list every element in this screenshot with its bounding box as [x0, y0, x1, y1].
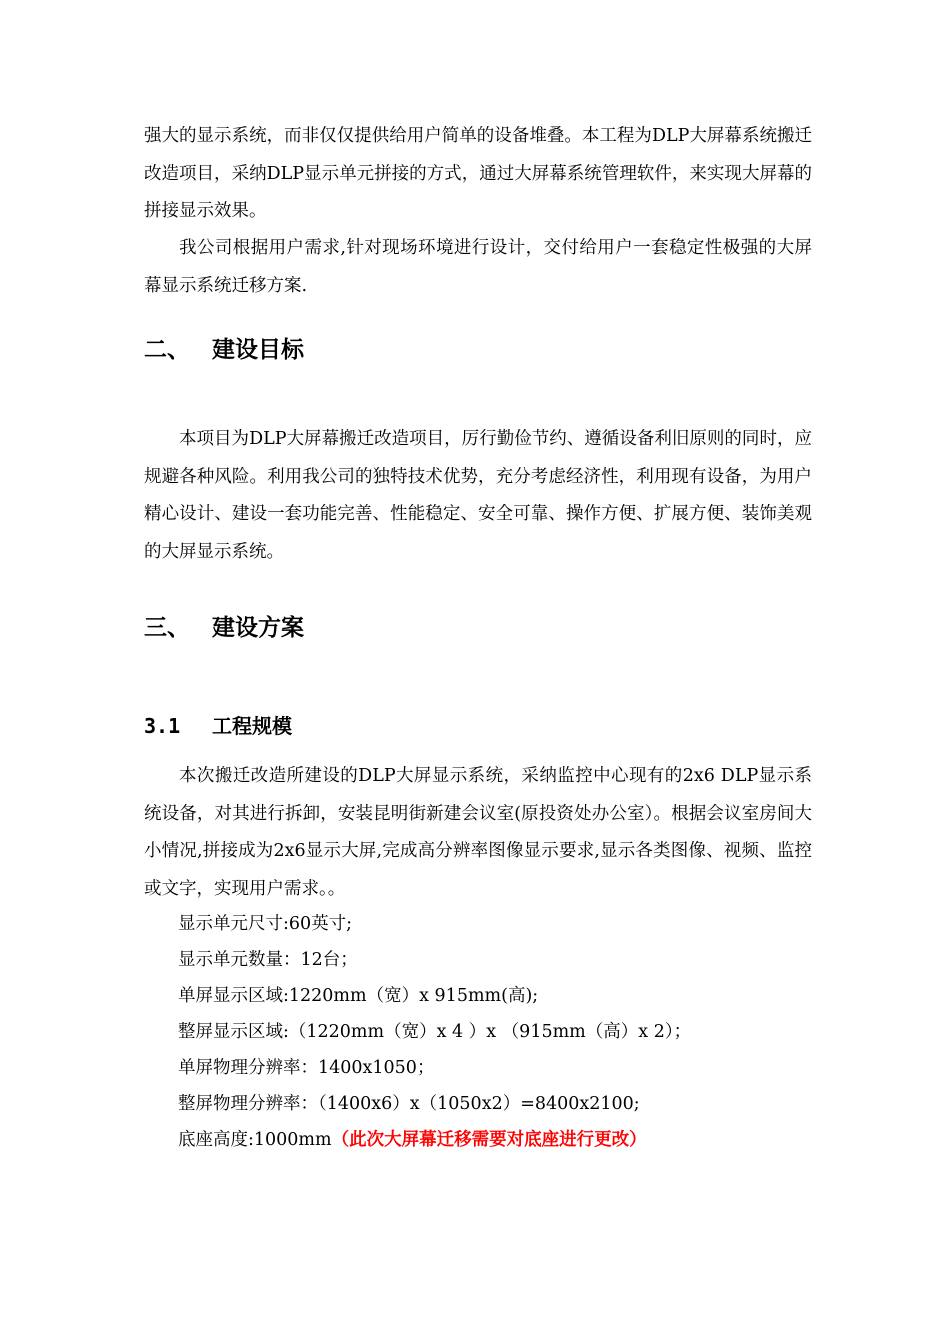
- section-3-number: 三、: [144, 615, 190, 641]
- section-2-number: 二、: [144, 337, 190, 363]
- spec-full-area: 整屏显示区域:（1220mm（宽）x 4 ）x （915mm（高）x 2）；: [178, 1022, 692, 1042]
- spec-single-area: 单屏显示区域:1220mm（宽）x 915mm(高);: [178, 986, 539, 1006]
- base-height-note: （此次大屏幕迁移需要对底座进行更改）: [331, 1130, 647, 1150]
- spec-unit-count: 显示单元数量：12台；: [178, 950, 358, 970]
- section-3-heading: [144, 612, 304, 644]
- base-height-label: 底座高度:1000mm: [178, 1130, 332, 1150]
- section-2-body: 本项目为DLP大屏幕搬迁改造项目，厉行勤俭节约、遵循设备利旧原则的同时，应规避各种风险。利用我公司的独特技术优势，充分考虑经济性，利用现有设备，为用户精心设计、建设一套功能完善、性能稳定、安全可靠、操作方便、扩展方便、装饰美观的大屏显示系统。: [144, 429, 812, 562]
- section-2-title: 建设目标: [212, 337, 304, 363]
- section-3-title: 建设方案: [212, 615, 304, 641]
- spec-full-resolution: 整屏物理分辨率：（1400x6）x（1050x2）=8400x2100;: [178, 1094, 640, 1114]
- section-3-1-body: 本次搬迁改造所建设的DLP大屏显示系统，采纳监控中心现有的2x6 DLP显示系统设备，对其进行拆卸，安装昆明街新建会议室(原投资处办公室）。根据会议室房间大小情况,拼接成为2x6显示大屏,完成高分辨率图像显示要求,显示各类图像、视频、监控或文字，实现用户需求。。: [144, 766, 812, 899]
- section-3-1-number: 3.1: [144, 714, 181, 738]
- spec-unit-size: 显示单元尺寸:60英寸;: [178, 914, 353, 934]
- section-2-heading: [144, 334, 304, 366]
- section-3-1-heading: [144, 711, 292, 741]
- intro-paragraph-2: 我公司根据用户需求,针对现场环境进行设计，交付给用户一套稳定性极强的大屏幕显示系统迁移方案.: [144, 238, 812, 296]
- spec-single-resolution: 单屏物理分辨率：1400x1050；: [178, 1058, 435, 1078]
- spec-base-height: [178, 1122, 647, 1158]
- section-3-1-title: 工程规模: [212, 714, 292, 738]
- intro-paragraph-1: 强大的显示系统，而非仅仅提供给用户简单的设备堆叠。本工程为DLP大屏幕系统搬迁改造项目，采纳DLP显示单元拼接的方式，通过大屏幕系统管理软件，来实现大屏幕的拼接显示效果。: [144, 126, 812, 221]
